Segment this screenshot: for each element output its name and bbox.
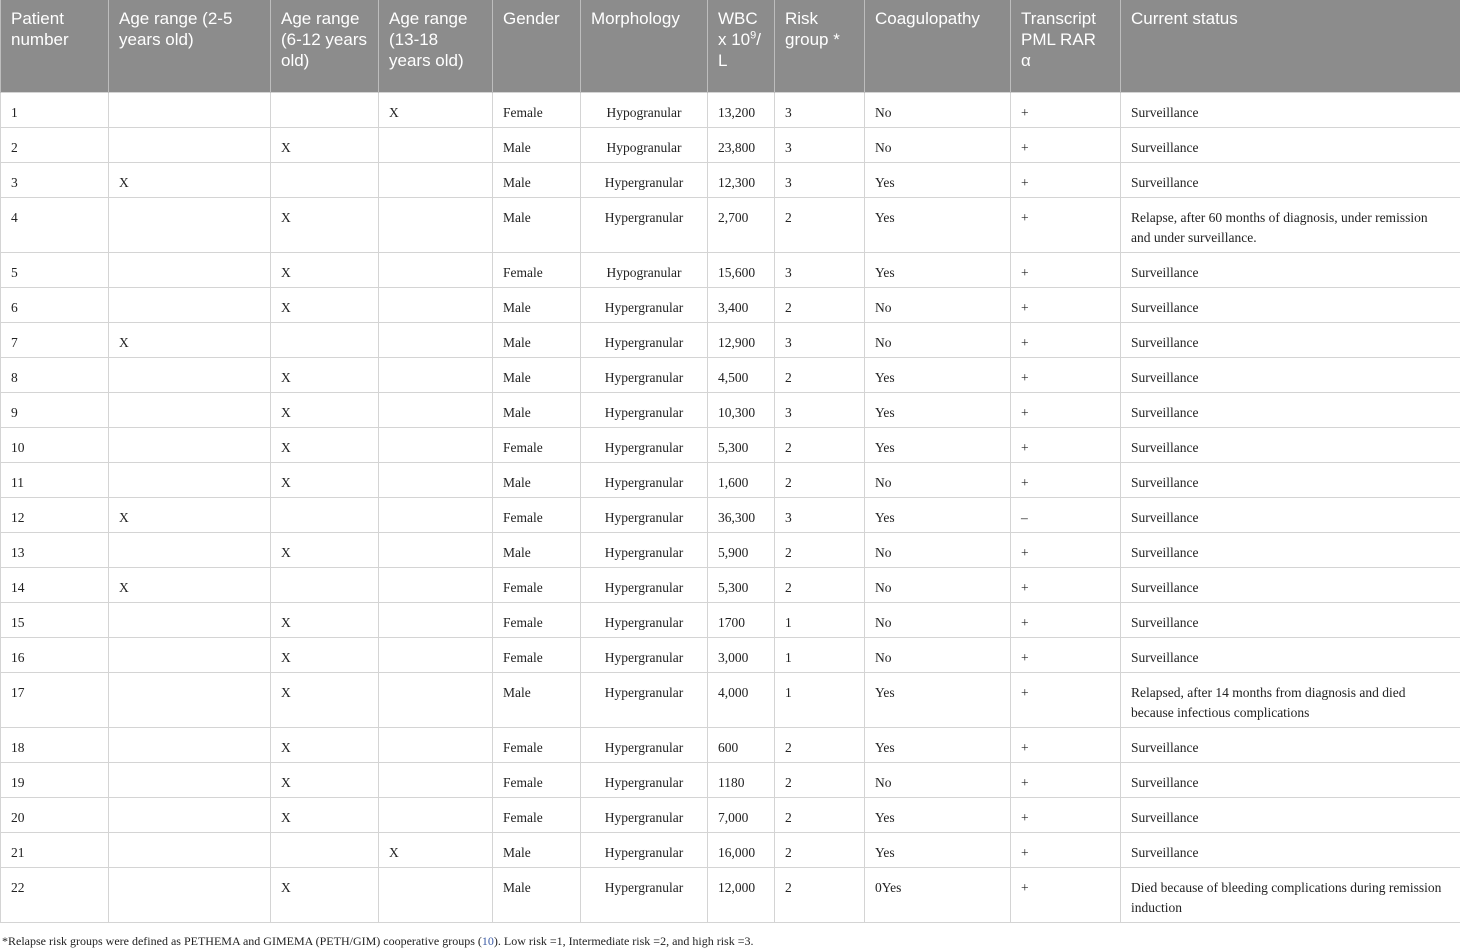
transcript-cell: –: [1011, 497, 1121, 532]
risk-group-cell: 3: [775, 252, 865, 287]
age-6-12-cell: [271, 567, 379, 602]
risk-group-cell: 2: [775, 197, 865, 252]
wbc-cell: 15,600: [708, 252, 775, 287]
coagulopathy-cell: No: [865, 322, 1011, 357]
age-2-5-cell: [109, 92, 271, 127]
table-row: [1, 532, 1460, 567]
header-risk-group: Risk group *: [775, 0, 865, 92]
age-13-18-cell: X: [379, 92, 493, 127]
patient-number-cell: 8: [1, 357, 109, 392]
current-status-cell: Surveillance: [1121, 602, 1460, 637]
age-13-18-cell: [379, 532, 493, 567]
age-6-12-cell: X: [271, 427, 379, 462]
morphology-cell: Hypergranular: [581, 287, 708, 322]
age-13-18-cell: [379, 127, 493, 162]
coagulopathy-cell: Yes: [865, 497, 1011, 532]
header-morphology: Morphology: [581, 0, 708, 92]
current-status-cell: Surveillance: [1121, 252, 1460, 287]
patient-number-cell: 6: [1, 287, 109, 322]
coagulopathy-cell: Yes: [865, 252, 1011, 287]
age-13-18-cell: [379, 762, 493, 797]
current-status-cell: Died because of bleeding complications during remission induction: [1121, 867, 1460, 922]
age-2-5-cell: X: [109, 497, 271, 532]
current-status-cell: Surveillance: [1121, 462, 1460, 497]
header-row: [1, 0, 1460, 92]
wbc-cell: 5,300: [708, 567, 775, 602]
patient-number-cell: 5: [1, 252, 109, 287]
wbc-cell: 3,000: [708, 637, 775, 672]
gender-cell: Male: [493, 322, 581, 357]
current-status-cell: Surveillance: [1121, 392, 1460, 427]
age-2-5-cell: [109, 832, 271, 867]
wbc-cell: 1700: [708, 602, 775, 637]
risk-group-cell: 3: [775, 392, 865, 427]
header-age-2-5: Age range (2-5 years old): [109, 0, 271, 92]
morphology-cell: Hypergranular: [581, 727, 708, 762]
table-row: [1, 92, 1460, 127]
current-status-cell: Surveillance: [1121, 567, 1460, 602]
gender-cell: Male: [493, 127, 581, 162]
coagulopathy-cell: No: [865, 602, 1011, 637]
transcript-cell: +: [1011, 762, 1121, 797]
age-6-12-cell: X: [271, 762, 379, 797]
coagulopathy-cell: 0Yes: [865, 867, 1011, 922]
current-status-cell: Surveillance: [1121, 162, 1460, 197]
age-2-5-cell: [109, 287, 271, 322]
header-wbc: [708, 0, 775, 92]
current-status-cell: Surveillance: [1121, 427, 1460, 462]
patient-number-cell: 4: [1, 197, 109, 252]
age-13-18-cell: [379, 322, 493, 357]
age-2-5-cell: [109, 762, 271, 797]
current-status-cell: Surveillance: [1121, 287, 1460, 322]
age-2-5-cell: [109, 602, 271, 637]
age-6-12-cell: [271, 497, 379, 532]
age-13-18-cell: [379, 252, 493, 287]
coagulopathy-cell: No: [865, 462, 1011, 497]
age-2-5-cell: [109, 127, 271, 162]
risk-group-cell: 3: [775, 127, 865, 162]
patient-number-cell: 10: [1, 427, 109, 462]
morphology-cell: Hypergranular: [581, 637, 708, 672]
risk-group-cell: 2: [775, 832, 865, 867]
header-wbc-text: WBC x 10: [718, 9, 758, 49]
gender-cell: Male: [493, 867, 581, 922]
morphology-cell: Hypogranular: [581, 252, 708, 287]
morphology-cell: Hypergranular: [581, 497, 708, 532]
header-age-6-12: Age range (6-12 years old): [271, 0, 379, 92]
header-age-13-18: Age range (13-18 years old): [379, 0, 493, 92]
risk-group-cell: 2: [775, 357, 865, 392]
morphology-cell: Hypergranular: [581, 357, 708, 392]
morphology-cell: Hypergranular: [581, 427, 708, 462]
risk-group-cell: 2: [775, 532, 865, 567]
age-6-12-cell: X: [271, 252, 379, 287]
table-row: [1, 567, 1460, 602]
transcript-cell: +: [1011, 532, 1121, 567]
table-row: [1, 252, 1460, 287]
age-2-5-cell: [109, 797, 271, 832]
current-status-cell: Surveillance: [1121, 357, 1460, 392]
patient-number-cell: 11: [1, 462, 109, 497]
age-2-5-cell: [109, 867, 271, 922]
header-wbc-unit: / L: [718, 30, 761, 70]
table-row: [1, 197, 1460, 252]
risk-group-cell: 2: [775, 567, 865, 602]
wbc-cell: 1,600: [708, 462, 775, 497]
morphology-cell: Hypergranular: [581, 462, 708, 497]
age-6-12-cell: [271, 832, 379, 867]
age-13-18-cell: [379, 162, 493, 197]
table-row: [1, 127, 1460, 162]
patient-number-cell: 14: [1, 567, 109, 602]
gender-cell: Male: [493, 462, 581, 497]
transcript-cell: +: [1011, 252, 1121, 287]
risk-group-cell: 2: [775, 762, 865, 797]
age-6-12-cell: X: [271, 357, 379, 392]
wbc-cell: 4,500: [708, 357, 775, 392]
table-row: [1, 797, 1460, 832]
transcript-cell: +: [1011, 392, 1121, 427]
risk-group-cell: 3: [775, 92, 865, 127]
morphology-cell: Hypergranular: [581, 762, 708, 797]
table-row: [1, 427, 1460, 462]
morphology-cell: Hypergranular: [581, 567, 708, 602]
age-6-12-cell: X: [271, 197, 379, 252]
age-6-12-cell: X: [271, 797, 379, 832]
gender-cell: Male: [493, 392, 581, 427]
patient-number-cell: 22: [1, 867, 109, 922]
morphology-cell: Hypogranular: [581, 127, 708, 162]
gender-cell: Female: [493, 497, 581, 532]
risk-group-cell: 2: [775, 462, 865, 497]
gender-cell: Male: [493, 287, 581, 322]
header-transcript: Transcript PML RAR α: [1011, 0, 1121, 92]
patient-number-cell: 18: [1, 727, 109, 762]
current-status-cell: Surveillance: [1121, 127, 1460, 162]
age-13-18-cell: [379, 197, 493, 252]
table-row: [1, 162, 1460, 197]
gender-cell: Male: [493, 357, 581, 392]
current-status-cell: Surveillance: [1121, 637, 1460, 672]
coagulopathy-cell: Yes: [865, 797, 1011, 832]
table-row: [1, 357, 1460, 392]
wbc-cell: 1180: [708, 762, 775, 797]
age-2-5-cell: [109, 427, 271, 462]
current-status-cell: Relapse, after 60 months of diagnosis, under remission and under surveillance.: [1121, 197, 1460, 252]
risk-group-cell: 2: [775, 867, 865, 922]
age-2-5-cell: X: [109, 322, 271, 357]
age-13-18-cell: [379, 462, 493, 497]
wbc-cell: 600: [708, 727, 775, 762]
wbc-cell: 12,300: [708, 162, 775, 197]
age-2-5-cell: [109, 462, 271, 497]
current-status-cell: Surveillance: [1121, 92, 1460, 127]
age-2-5-cell: [109, 197, 271, 252]
footnote-text-before: *Relapse risk groups were defined as PETHEMA and GIMEMA (PETH/GIM) cooperative groups (: [2, 934, 482, 948]
morphology-cell: Hypergranular: [581, 197, 708, 252]
transcript-cell: +: [1011, 867, 1121, 922]
age-2-5-cell: [109, 392, 271, 427]
age-6-12-cell: X: [271, 532, 379, 567]
wbc-cell: 12,900: [708, 322, 775, 357]
wbc-cell: 36,300: [708, 497, 775, 532]
coagulopathy-cell: No: [865, 287, 1011, 322]
transcript-cell: +: [1011, 287, 1121, 322]
table-row: [1, 762, 1460, 797]
header-coagulopathy: Coagulopathy: [865, 0, 1011, 92]
coagulopathy-cell: No: [865, 762, 1011, 797]
age-2-5-cell: [109, 672, 271, 727]
age-2-5-cell: X: [109, 162, 271, 197]
age-13-18-cell: [379, 867, 493, 922]
gender-cell: Female: [493, 762, 581, 797]
patient-number-cell: 1: [1, 92, 109, 127]
coagulopathy-cell: Yes: [865, 392, 1011, 427]
patient-number-cell: 9: [1, 392, 109, 427]
patient-number-cell: 16: [1, 637, 109, 672]
risk-group-cell: 1: [775, 602, 865, 637]
patient-number-cell: 15: [1, 602, 109, 637]
coagulopathy-cell: Yes: [865, 357, 1011, 392]
age-13-18-cell: [379, 357, 493, 392]
header-gender: Gender: [493, 0, 581, 92]
transcript-cell: +: [1011, 357, 1121, 392]
table-row: [1, 727, 1460, 762]
risk-group-cell: 2: [775, 727, 865, 762]
gender-cell: Female: [493, 92, 581, 127]
current-status-cell: Surveillance: [1121, 497, 1460, 532]
morphology-cell: Hypergranular: [581, 832, 708, 867]
table-body: [1, 92, 1460, 922]
coagulopathy-cell: Yes: [865, 672, 1011, 727]
gender-cell: Male: [493, 162, 581, 197]
patient-number-cell: 3: [1, 162, 109, 197]
table-row: [1, 602, 1460, 637]
table-footnote: [2, 934, 754, 949]
age-6-12-cell: [271, 162, 379, 197]
table-row: [1, 867, 1460, 922]
wbc-cell: 23,800: [708, 127, 775, 162]
reference-link[interactable]: 10: [481, 934, 494, 948]
transcript-cell: +: [1011, 462, 1121, 497]
morphology-cell: Hypergranular: [581, 867, 708, 922]
age-13-18-cell: [379, 392, 493, 427]
transcript-cell: +: [1011, 162, 1121, 197]
morphology-cell: Hypergranular: [581, 532, 708, 567]
morphology-cell: Hypergranular: [581, 797, 708, 832]
table-row: [1, 287, 1460, 322]
wbc-cell: 4,000: [708, 672, 775, 727]
current-status-cell: Surveillance: [1121, 832, 1460, 867]
age-6-12-cell: X: [271, 287, 379, 322]
coagulopathy-cell: Yes: [865, 727, 1011, 762]
age-6-12-cell: X: [271, 462, 379, 497]
age-13-18-cell: [379, 497, 493, 532]
coagulopathy-cell: No: [865, 127, 1011, 162]
age-13-18-cell: [379, 797, 493, 832]
age-13-18-cell: X: [379, 832, 493, 867]
transcript-cell: +: [1011, 322, 1121, 357]
age-6-12-cell: X: [271, 672, 379, 727]
coagulopathy-cell: No: [865, 92, 1011, 127]
age-13-18-cell: [379, 287, 493, 322]
wbc-cell: 2,700: [708, 197, 775, 252]
gender-cell: Female: [493, 567, 581, 602]
transcript-cell: +: [1011, 637, 1121, 672]
wbc-cell: 5,900: [708, 532, 775, 567]
age-13-18-cell: [379, 672, 493, 727]
patient-number-cell: 12: [1, 497, 109, 532]
coagulopathy-cell: Yes: [865, 427, 1011, 462]
age-6-12-cell: X: [271, 727, 379, 762]
wbc-cell: 10,300: [708, 392, 775, 427]
transcript-cell: +: [1011, 727, 1121, 762]
wbc-cell: 3,400: [708, 287, 775, 322]
transcript-cell: +: [1011, 672, 1121, 727]
wbc-cell: 7,000: [708, 797, 775, 832]
current-status-cell: Surveillance: [1121, 797, 1460, 832]
age-6-12-cell: X: [271, 867, 379, 922]
age-13-18-cell: [379, 727, 493, 762]
current-status-cell: Relapsed, after 14 months from diagnosis and died because infectious complications: [1121, 672, 1460, 727]
coagulopathy-cell: No: [865, 532, 1011, 567]
transcript-cell: +: [1011, 797, 1121, 832]
gender-cell: Female: [493, 602, 581, 637]
age-6-12-cell: X: [271, 637, 379, 672]
age-6-12-cell: [271, 322, 379, 357]
table-row: [1, 832, 1460, 867]
age-6-12-cell: X: [271, 602, 379, 637]
wbc-cell: 16,000: [708, 832, 775, 867]
gender-cell: Female: [493, 637, 581, 672]
header-current-status: Current status: [1121, 0, 1460, 92]
age-2-5-cell: [109, 727, 271, 762]
risk-group-cell: 1: [775, 672, 865, 727]
gender-cell: Female: [493, 797, 581, 832]
table-row: [1, 392, 1460, 427]
coagulopathy-cell: Yes: [865, 197, 1011, 252]
transcript-cell: +: [1011, 427, 1121, 462]
morphology-cell: Hypergranular: [581, 602, 708, 637]
wbc-cell: 5,300: [708, 427, 775, 462]
transcript-cell: +: [1011, 602, 1121, 637]
patient-number-cell: 19: [1, 762, 109, 797]
header-patient-number: Patient number: [1, 0, 109, 92]
morphology-cell: Hypergranular: [581, 322, 708, 357]
age-13-18-cell: [379, 602, 493, 637]
current-status-cell: Surveillance: [1121, 727, 1460, 762]
transcript-cell: +: [1011, 92, 1121, 127]
risk-group-cell: 3: [775, 497, 865, 532]
current-status-cell: Surveillance: [1121, 532, 1460, 567]
morphology-cell: Hypergranular: [581, 162, 708, 197]
gender-cell: Male: [493, 197, 581, 252]
age-6-12-cell: X: [271, 392, 379, 427]
patient-number-cell: 2: [1, 127, 109, 162]
transcript-cell: +: [1011, 127, 1121, 162]
gender-cell: Male: [493, 832, 581, 867]
age-2-5-cell: [109, 357, 271, 392]
morphology-cell: Hypergranular: [581, 392, 708, 427]
wbc-cell: 12,000: [708, 867, 775, 922]
gender-cell: Female: [493, 727, 581, 762]
patient-number-cell: 7: [1, 322, 109, 357]
current-status-cell: Surveillance: [1121, 762, 1460, 797]
patient-number-cell: 20: [1, 797, 109, 832]
risk-group-cell: 2: [775, 427, 865, 462]
age-2-5-cell: [109, 532, 271, 567]
gender-cell: Male: [493, 532, 581, 567]
patient-number-cell: 17: [1, 672, 109, 727]
risk-group-cell: 3: [775, 322, 865, 357]
age-2-5-cell: X: [109, 567, 271, 602]
age-6-12-cell: [271, 92, 379, 127]
table-row: [1, 637, 1460, 672]
table-row: [1, 497, 1460, 532]
patient-number-cell: 13: [1, 532, 109, 567]
age-2-5-cell: [109, 637, 271, 672]
gender-cell: Male: [493, 672, 581, 727]
footnote-text-after: ). Low risk =1, Intermediate risk =2, and high risk =3.: [493, 934, 754, 948]
risk-group-cell: 1: [775, 637, 865, 672]
age-6-12-cell: X: [271, 127, 379, 162]
table-row: [1, 462, 1460, 497]
age-13-18-cell: [379, 637, 493, 672]
transcript-cell: +: [1011, 567, 1121, 602]
morphology-cell: Hypergranular: [581, 672, 708, 727]
risk-group-cell: 2: [775, 797, 865, 832]
morphology-cell: Hypogranular: [581, 92, 708, 127]
coagulopathy-cell: Yes: [865, 832, 1011, 867]
risk-group-cell: 3: [775, 162, 865, 197]
coagulopathy-cell: Yes: [865, 162, 1011, 197]
age-13-18-cell: [379, 427, 493, 462]
transcript-cell: +: [1011, 832, 1121, 867]
gender-cell: Female: [493, 427, 581, 462]
age-2-5-cell: [109, 252, 271, 287]
table-row: [1, 322, 1460, 357]
current-status-cell: Surveillance: [1121, 322, 1460, 357]
table-row: [1, 672, 1460, 727]
header-wbc-exponent: 9: [750, 29, 757, 42]
transcript-cell: +: [1011, 197, 1121, 252]
gender-cell: Female: [493, 252, 581, 287]
patient-number-cell: 21: [1, 832, 109, 867]
wbc-cell: 13,200: [708, 92, 775, 127]
coagulopathy-cell: No: [865, 567, 1011, 602]
age-13-18-cell: [379, 567, 493, 602]
risk-group-cell: 2: [775, 287, 865, 322]
coagulopathy-cell: No: [865, 637, 1011, 672]
